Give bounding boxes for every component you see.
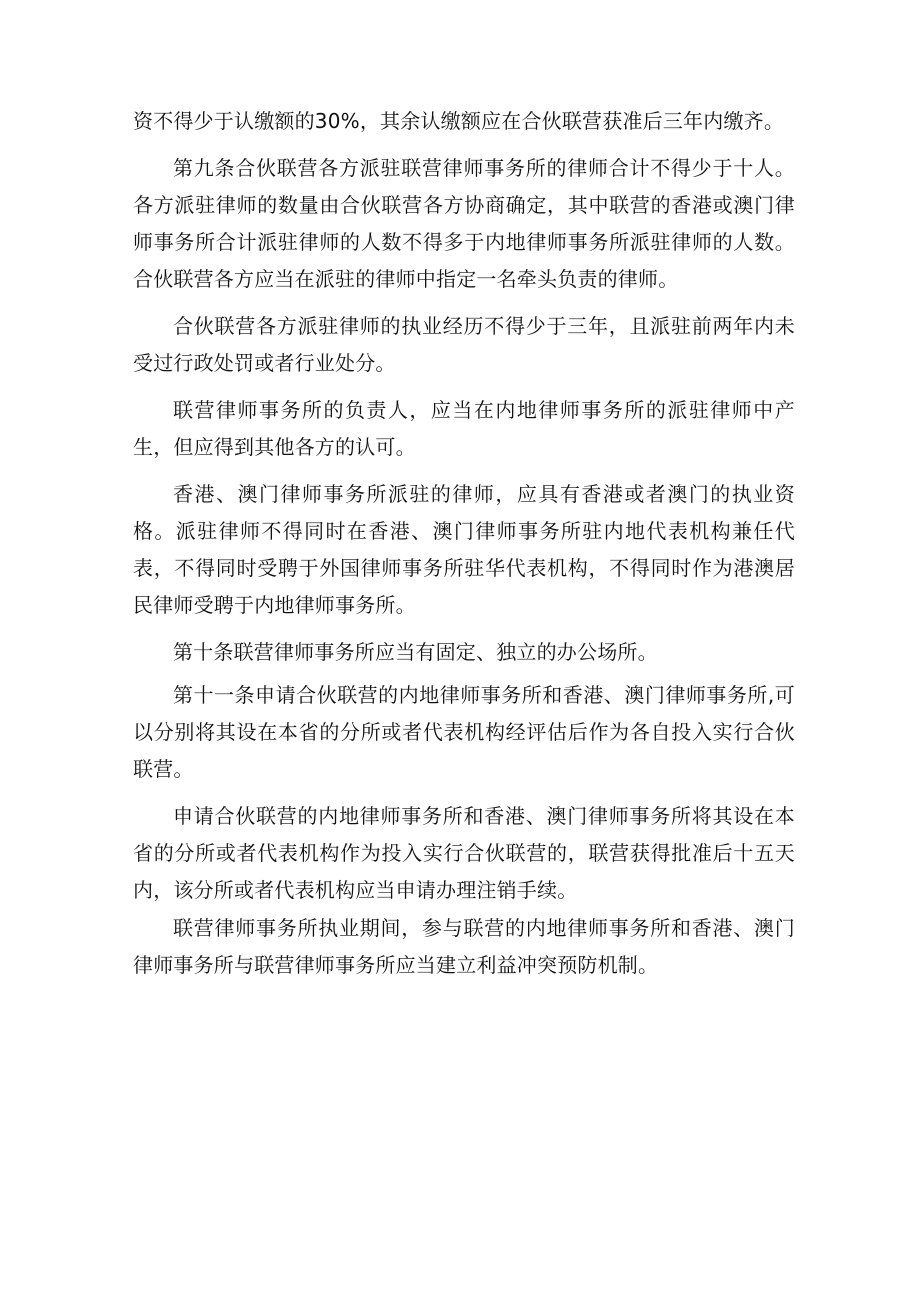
paragraph-conflict-of-interest: 联营律师事务所执业期间，参与联营的内地律师事务所和香港、澳门律师事务所与联营律师事务所应当建立利益冲突预防机制。 [133,916,795,977]
paragraph-responsible-person: 联营律师事务所的负责人，应当在内地律师事务所的派驻律师中产生，但应得到其他各方的认可。 [133,398,795,459]
paragraph-article-11: 第十一条申请合伙联营的内地律师事务所和香港、澳门律师事务所,可以分别将其设在本省的分所或者代表机构经评估后作为各自投入实行合伙联营。 [133,683,795,781]
paragraph-article-9: 第九条合伙联营各方派驻联营律师事务所的律师合计不得少于十人。各方派驻律师的数量由合伙联营各方协商确定，其中联营的香港或澳门律师事务所合计派驻律师的人数不得多于内地律师事务所派驻律师的人数。合伙联营各方应当在派驻的律师中指定一名牵头负责的律师。 [133,156,795,291]
paragraph-article-10: 第十条联营律师事务所应当有固定、独立的办公场所。 [173,640,658,664]
paragraph-capital-contribution: 资不得少于认缴额的30%，其余认缴额应在合伙联营获准后三年内缴齐。 [133,109,785,133]
document-body [133,103,795,984]
paragraph-lawyer-experience: 合伙联营各方派驻律师的执业经历不得少于三年，且派驻前两年内未受过行政处罚或者行业处分。 [133,314,795,375]
paragraph-hk-macao-lawyers: 香港、澳门律师事务所派驻的律师，应具有香港或者澳门的执业资格。派驻律师不得同时在香港、澳门律师事务所驻内地代表机构兼任代表，不得同时受聘于外国律师事务所驻华代表机构，不得同时作为港澳居民律师受聘于内地律师事务所。 [133,482,795,617]
paragraph-branch-deregistration: 申请合伙联营的内地律师事务所和香港、澳门律师事务所将其设在本省的分所或者代表机构作为投入实行合伙联营的，联营获得批准后十五天内，该分所或者代表机构应当申请办理注销手续。 [133,804,795,902]
